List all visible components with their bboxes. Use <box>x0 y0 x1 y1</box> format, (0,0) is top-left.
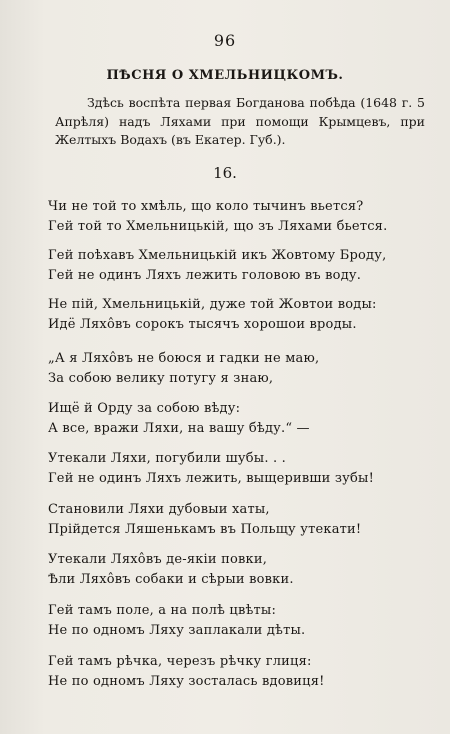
verse-line: Гей тамъ поле, а на полѣ цвѣты: <box>48 603 277 618</box>
verse-line: Утекали Ляхôвъ де-якіи повки, <box>48 552 268 567</box>
verse-line: Гей не одинъ Ляхъ лежить, выщеривши зубы! <box>48 471 375 486</box>
verse-line: Гей той то Хмельницькій, що зъ Ляхами бьется. <box>48 219 388 234</box>
verse-line: Гей поѣхавъ Хмельницькій икъ Жовтому Броду, <box>48 248 387 263</box>
verse-line: Чи не той то хмѣль, що коло тычинъ вьется? <box>48 199 364 214</box>
verse-line: Гей не одинъ Ляхъ лежить головою въ воду. <box>48 268 362 283</box>
verse-line: „А я Ляхôвъ не боюся и гадки не маю, <box>48 351 320 366</box>
verse-line: Прійдется Ляшенькамъ въ Польщу утекати! <box>48 522 362 537</box>
verse-line: Не по одномъ Ляху зосталась вдовиця! <box>48 674 325 689</box>
verse-line: Утекали Ляхи, погубили шубы. . . <box>48 451 286 466</box>
song-title: ПѢСНЯ О ХМЕЛЬНИЦКОМЪ. <box>106 68 344 83</box>
page-number: 96 <box>213 31 237 50</box>
song-number: 16. <box>213 164 237 182</box>
verse-line: Ѣли Ляхôвъ собаки и сѣрыи вовки. <box>48 572 294 587</box>
intro-paragraph: Здѣсь воспѣта первая Богданова побѣда (1648 г. 5 Апрѣля) надъ Ляхами при помощи Крымцевъ, при Желтыхъ Водахъ (въ Екатер. Губ.). <box>55 95 425 147</box>
verse-line: Гей тамъ рѣчка, черезъ рѣчку глиця: <box>48 654 312 669</box>
verse-line: Идё Ляхôвъ сорокъ тысячъ хорошои вроды. <box>48 317 357 332</box>
verse-line: За собою велику потугу я знаю, <box>48 371 274 386</box>
verse-line: Ищё й Орду за собою вѣду: <box>48 401 241 416</box>
verse-line: Становили Ляхи дубовыи хаты, <box>48 502 270 517</box>
verse-line: А все, вражи Ляхи, на вашу бѣду.“ — <box>48 421 310 436</box>
verse-line: Не по одномъ Ляху заплакали дѣты. <box>48 623 306 638</box>
verse-line: Не пій, Хмельницькій, дуже той Жовтои воды: <box>48 297 377 312</box>
